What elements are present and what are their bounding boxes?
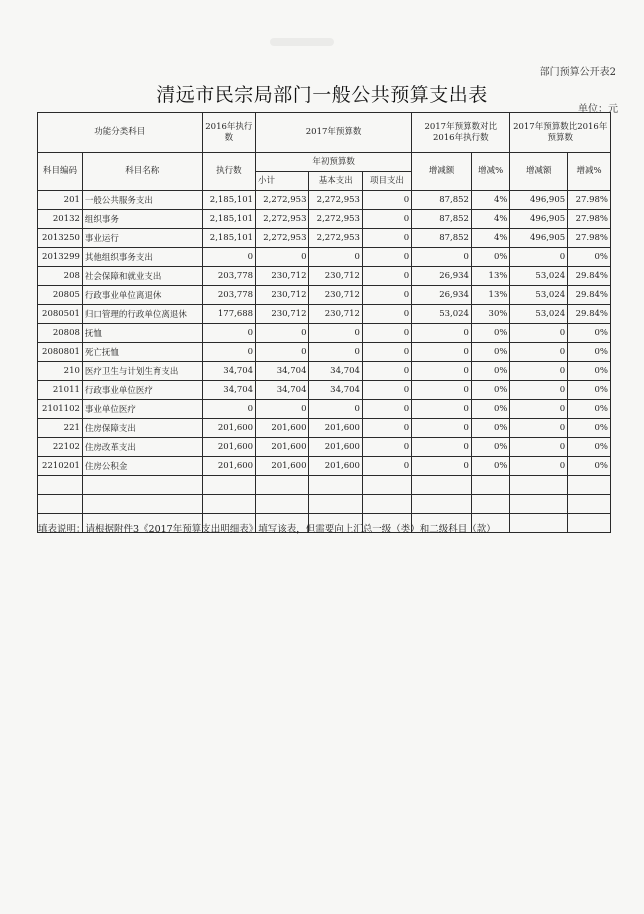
cell-code: 2080801 (38, 343, 83, 362)
cell-percent-2: 0% (568, 343, 611, 362)
cell-percent-2: 0% (568, 457, 611, 476)
header-basic: 基本支出 (309, 172, 362, 191)
cell-basic: 2,272,953 (309, 210, 362, 229)
cell-basic: 34,704 (309, 381, 362, 400)
header-increase-2: 增减额 (510, 153, 568, 191)
cell-increase-1: 0 (412, 381, 472, 400)
cell-increase-2: 0 (510, 438, 568, 457)
table-row (38, 419, 611, 438)
cell-percent-2: 29.84% (568, 286, 611, 305)
cell-percent-1: 0% (471, 381, 509, 400)
cell-exec: 203,778 (202, 286, 255, 305)
cell-increase-2: 53,024 (510, 267, 568, 286)
header-function-category: 功能分类科目 (38, 113, 203, 153)
cell-percent-1: 0% (471, 248, 509, 267)
cell-increase-1: 53,024 (412, 305, 472, 324)
table-row (38, 381, 611, 400)
table-row (38, 362, 611, 381)
cell-subtotal: 201,600 (256, 457, 309, 476)
cell-percent-2: 0% (568, 419, 611, 438)
cell-project: 0 (362, 438, 411, 457)
cell-increase-1: 0 (412, 457, 472, 476)
cell-project: 0 (362, 324, 411, 343)
cell-code: 20132 (38, 210, 83, 229)
cell-percent-1: 0% (471, 343, 509, 362)
header-subtotal: 小计 (256, 172, 309, 191)
cell-increase-1: 0 (412, 248, 472, 267)
cell-name: 住房保障支出 (82, 419, 202, 438)
cell-name: 归口管理的行政单位离退休 (82, 305, 202, 324)
cell-basic: 0 (309, 343, 362, 362)
cell-code: 208 (38, 267, 83, 286)
cell-project: 0 (362, 267, 411, 286)
cell-percent-1: 4% (471, 229, 509, 248)
cell-percent-2: 29.84% (568, 267, 611, 286)
cell-increase-1: 26,934 (412, 286, 472, 305)
cell-basic: 201,600 (309, 457, 362, 476)
cell-increase-1: 0 (412, 400, 472, 419)
cell-increase-1: 0 (412, 362, 472, 381)
unit-label: 单位：元 (578, 104, 618, 115)
budget-rows (38, 191, 611, 533)
header-name: 科目名称 (82, 153, 202, 191)
header-2016-exec: 2016年执行数 (202, 113, 255, 153)
table-row (38, 457, 611, 476)
cell-project: 0 (362, 419, 411, 438)
cell-code: 221 (38, 419, 83, 438)
cell-percent-1: 13% (471, 267, 509, 286)
header-increase-1: 增减额 (412, 153, 472, 191)
cell-code: 20808 (38, 324, 83, 343)
cell-subtotal: 230,712 (256, 305, 309, 324)
cell-percent-1: 0% (471, 457, 509, 476)
cell-percent-2: 27.98% (568, 191, 611, 210)
cell-increase-1: 0 (412, 324, 472, 343)
cell-project: 0 (362, 248, 411, 267)
cell-project: 0 (362, 400, 411, 419)
cell-exec: 0 (202, 324, 255, 343)
cell-project: 0 (362, 343, 411, 362)
cell-increase-2: 53,024 (510, 286, 568, 305)
cell-project: 0 (362, 381, 411, 400)
cell-code: 20805 (38, 286, 83, 305)
cell-percent-2: 0% (568, 362, 611, 381)
cell-exec: 2,185,101 (202, 229, 255, 248)
cell-percent-1: 4% (471, 210, 509, 229)
header-project: 项目支出 (362, 172, 411, 191)
cell-increase-2: 496,905 (510, 210, 568, 229)
cell-increase-1: 0 (412, 419, 472, 438)
cell-percent-1: 0% (471, 438, 509, 457)
cell-code: 2210201 (38, 457, 83, 476)
table-row (38, 324, 611, 343)
cell-increase-1: 0 (412, 343, 472, 362)
cell-subtotal: 0 (256, 400, 309, 419)
cell-subtotal: 201,600 (256, 419, 309, 438)
header-percent-1: 增减% (471, 153, 509, 191)
cell-percent-2: 0% (568, 248, 611, 267)
cell-name: 事业运行 (82, 229, 202, 248)
cell-name: 事业单位医疗 (82, 400, 202, 419)
cell-increase-2: 53,024 (510, 305, 568, 324)
cell-increase-2: 0 (510, 400, 568, 419)
cell-exec: 34,704 (202, 362, 255, 381)
cell-percent-2: 0% (568, 381, 611, 400)
cell-subtotal: 230,712 (256, 267, 309, 286)
cell-basic: 201,600 (309, 438, 362, 457)
cell-increase-2: 496,905 (510, 229, 568, 248)
scan-smudge (270, 38, 334, 46)
cell-percent-2: 27.98% (568, 229, 611, 248)
cell-increase-2: 0 (510, 381, 568, 400)
cell-exec: 2,185,101 (202, 210, 255, 229)
cell-basic: 230,712 (309, 286, 362, 305)
cell-increase-1: 87,852 (412, 210, 472, 229)
cell-code: 22102 (38, 438, 83, 457)
cell-project: 0 (362, 305, 411, 324)
cell-percent-1: 0% (471, 419, 509, 438)
cell-code: 201 (38, 191, 83, 210)
cell-subtotal: 0 (256, 343, 309, 362)
cell-subtotal: 0 (256, 324, 309, 343)
cell-percent-1: 0% (471, 324, 509, 343)
cell-code: 2013250 (38, 229, 83, 248)
empty-row (38, 476, 611, 495)
cell-code: 2013299 (38, 248, 83, 267)
cell-project: 0 (362, 210, 411, 229)
cell-basic: 0 (309, 248, 362, 267)
cell-increase-2: 496,905 (510, 191, 568, 210)
cell-name: 其他组织事务支出 (82, 248, 202, 267)
cell-name: 组织事务 (82, 210, 202, 229)
cell-increase-1: 0 (412, 438, 472, 457)
cell-exec: 201,600 (202, 457, 255, 476)
header-percent-2: 增减% (568, 153, 611, 191)
cell-name: 一般公共服务支出 (82, 191, 202, 210)
table-row (38, 438, 611, 457)
table-row (38, 248, 611, 267)
cell-subtotal: 2,272,953 (256, 229, 309, 248)
table-row (38, 305, 611, 324)
cell-exec: 0 (202, 400, 255, 419)
empty-row (38, 495, 611, 514)
footer-note: 填表说明：请根据附件3《2017年预算支出明细表》填写该表，但需要向上汇总一级（类）和二级科目（款） (38, 524, 496, 535)
cell-percent-2: 29.84% (568, 305, 611, 324)
cell-exec: 2,185,101 (202, 191, 255, 210)
cell-percent-2: 0% (568, 438, 611, 457)
cell-percent-2: 27.98% (568, 210, 611, 229)
cell-name: 死亡抚恤 (82, 343, 202, 362)
cell-basic: 34,704 (309, 362, 362, 381)
cell-project: 0 (362, 457, 411, 476)
cell-project: 0 (362, 362, 411, 381)
page-title: 清远市民宗局部门一般公共预算支出表 (156, 84, 488, 106)
cell-increase-2: 0 (510, 343, 568, 362)
cell-name: 住房公积金 (82, 457, 202, 476)
cell-increase-2: 0 (510, 324, 568, 343)
cell-name: 行政事业单位离退休 (82, 286, 202, 305)
header-code: 科目编码 (38, 153, 83, 191)
cell-increase-1: 87,852 (412, 191, 472, 210)
cell-subtotal: 0 (256, 248, 309, 267)
cell-basic: 0 (309, 324, 362, 343)
cell-increase-2: 0 (510, 362, 568, 381)
cell-percent-1: 30% (471, 305, 509, 324)
cell-basic: 2,272,953 (309, 229, 362, 248)
cell-code: 2101102 (38, 400, 83, 419)
cell-project: 0 (362, 229, 411, 248)
cell-name: 医疗卫生与计划生育支出 (82, 362, 202, 381)
header-compare-exec: 2017年预算数对比2016年执行数 (412, 113, 510, 153)
cell-increase-1: 87,852 (412, 229, 472, 248)
cell-percent-1: 0% (471, 362, 509, 381)
cell-name: 社会保障和就业支出 (82, 267, 202, 286)
cell-project: 0 (362, 191, 411, 210)
cell-subtotal: 2,272,953 (256, 210, 309, 229)
cell-code: 210 (38, 362, 83, 381)
cell-exec: 177,688 (202, 305, 255, 324)
table-row (38, 267, 611, 286)
cell-basic: 0 (309, 400, 362, 419)
cell-code: 2080501 (38, 305, 83, 324)
cell-name: 行政事业单位医疗 (82, 381, 202, 400)
cell-basic: 2,272,953 (309, 191, 362, 210)
cell-percent-2: 0% (568, 324, 611, 343)
cell-increase-2: 0 (510, 419, 568, 438)
cell-exec: 0 (202, 343, 255, 362)
cell-name: 住房改革支出 (82, 438, 202, 457)
table-row (38, 400, 611, 419)
cell-subtotal: 201,600 (256, 438, 309, 457)
header-2017-budget: 2017年预算数 (256, 113, 412, 153)
cell-exec: 201,600 (202, 419, 255, 438)
cell-subtotal: 230,712 (256, 286, 309, 305)
header-initial-budget: 年初预算数 (256, 153, 412, 172)
cell-exec: 34,704 (202, 381, 255, 400)
cell-percent-1: 13% (471, 286, 509, 305)
form-tag: 部门预算公开表2 (539, 67, 616, 78)
cell-subtotal: 2,272,953 (256, 191, 309, 210)
cell-subtotal: 34,704 (256, 381, 309, 400)
cell-increase-2: 0 (510, 457, 568, 476)
cell-exec: 203,778 (202, 267, 255, 286)
cell-basic: 201,600 (309, 419, 362, 438)
cell-exec: 201,600 (202, 438, 255, 457)
cell-basic: 230,712 (309, 305, 362, 324)
table-row (38, 191, 611, 210)
cell-name: 抚恤 (82, 324, 202, 343)
budget-table (37, 112, 611, 533)
header-exec: 执行数 (202, 153, 255, 191)
header-compare-budget: 2017年预算数比2016年预算数 (510, 113, 611, 153)
cell-percent-1: 4% (471, 191, 509, 210)
cell-code: 21011 (38, 381, 83, 400)
cell-project: 0 (362, 286, 411, 305)
cell-increase-1: 26,934 (412, 267, 472, 286)
cell-exec: 0 (202, 248, 255, 267)
table-row (38, 210, 611, 229)
cell-subtotal: 34,704 (256, 362, 309, 381)
cell-percent-2: 0% (568, 400, 611, 419)
cell-increase-2: 0 (510, 248, 568, 267)
table-row (38, 343, 611, 362)
table-row (38, 229, 611, 248)
table-row (38, 286, 611, 305)
cell-basic: 230,712 (309, 267, 362, 286)
cell-percent-1: 0% (471, 400, 509, 419)
